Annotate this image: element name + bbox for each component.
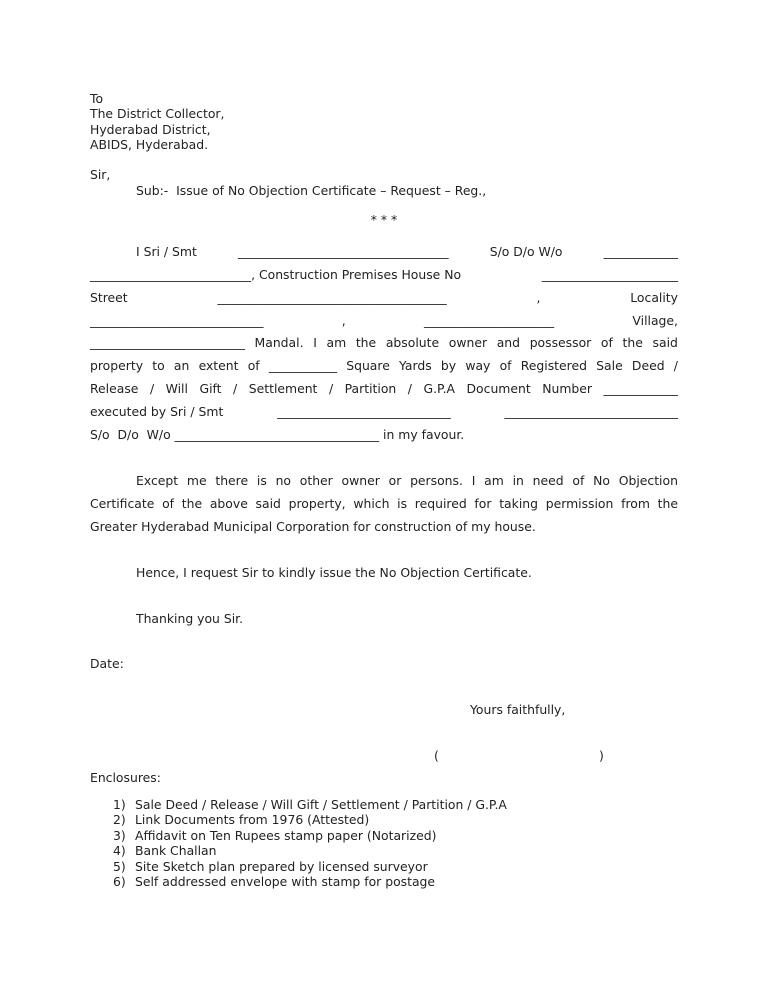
list-item: 1) Sale Deed / Release / Will Gift / Settlement / Partition / G.P.A (113, 797, 507, 812)
paragraph-word: there (215, 473, 249, 488)
list-item: 3) Affidavit on Ten Rupees stamp paper (Notarized) (113, 827, 437, 843)
list-item: 2) Link Documents from 1976 (Attested) (113, 812, 370, 828)
paragraph-word: which (353, 496, 390, 511)
body-line-1: I Sri / Smt __________________________________ S/o D/o W/o ____________ (136, 244, 678, 259)
paragraph-word: said (255, 496, 281, 511)
paragraph-word: required (414, 496, 467, 511)
body-line-8: executed by Sri / Smt ____________________________ ____________________________ (90, 404, 678, 419)
enclosures-title: Enclosures: (90, 770, 161, 785)
enclosures-list (113, 797, 507, 889)
paragraph-word: I (471, 473, 476, 488)
paragraph-word: in (512, 473, 524, 488)
paragraph-word: is (397, 496, 408, 511)
body-line-7: Release / Will Gift / Settlement / Partition / G.P.A Document Number ____________ (90, 381, 678, 396)
paragraph-word: Certificate (90, 496, 155, 511)
paragraph-word: Except (136, 473, 179, 488)
separator: * * * (370, 212, 398, 227)
salutation: Sir, (90, 167, 111, 182)
body-line-5: _________________________ Mandal. I am the absolute owner and possessor of the said (90, 335, 678, 350)
thanks-line: Thanking you Sir. (136, 611, 244, 626)
date-label: Date: (90, 656, 124, 671)
list-item: 6) Self addressed envelope with stamp for postage (113, 874, 436, 890)
paragraph-word: other (299, 473, 333, 488)
para2-line-3: Greater Hyderabad Municipal Corporation for construction of my house. (90, 519, 536, 534)
body-line-3: Street _____________________________________ , Locality (90, 290, 678, 305)
list-item: 4) Bank Challan (113, 843, 217, 859)
paragraph-word: taking (499, 496, 538, 511)
para2-line-2 (90, 496, 678, 511)
paragraph-word: no (275, 473, 291, 488)
paragraph-word: property, (288, 496, 346, 511)
paragraph-word: persons. (410, 473, 463, 488)
paragraph-word: is (256, 473, 267, 488)
paragraph-word: need (532, 473, 564, 488)
address-line-3: ABIDS, Hyderabad. (90, 137, 209, 152)
body-line-4: ____________________________ , _____________________ Village, (90, 313, 678, 328)
signature-close-paren: ) (599, 748, 604, 763)
paragraph-word: Objection (618, 473, 678, 488)
closing-line: Yours faithfully, (470, 702, 566, 717)
address-line-2: Hyderabad District, (90, 122, 211, 137)
para2-line-1 (136, 473, 678, 488)
paragraph-word: for (474, 496, 492, 511)
body-line-2: __________________________, Construction Premises House No ______________________ (90, 267, 678, 282)
address-line-1: The District Collector, (90, 106, 225, 121)
request-line: Hence, I request Sir to kindly issue the No Objection Certificate. (136, 565, 532, 580)
body-line-9: S/o D/o W/o _________________________________ in my favour. (90, 427, 465, 442)
paragraph-word: from (621, 496, 650, 511)
signature-open-paren: ( (434, 748, 439, 763)
address-to: To (90, 91, 104, 106)
paragraph-word: am (484, 473, 504, 488)
paragraph-word: me (186, 473, 207, 488)
paragraph-word: of (572, 473, 585, 488)
paragraph-word: permission (545, 496, 614, 511)
paragraph-word: No (593, 473, 610, 488)
paragraph-word: the (657, 496, 678, 511)
paragraph-word: of (162, 496, 175, 511)
paragraph-word: or (388, 473, 402, 488)
paragraph-word: above (209, 496, 248, 511)
subject-line: Sub:- Issue of No Objection Certificate – Request – Reg., (136, 183, 487, 198)
list-item: 5) Site Sketch plan prepared by licensed surveyor (113, 858, 428, 874)
paragraph-word: the (181, 496, 203, 511)
body-line-6: property to an extent of ___________ Square Yards by way of Registered Sale Deed / (90, 358, 678, 373)
paragraph-word: owner (341, 473, 380, 488)
